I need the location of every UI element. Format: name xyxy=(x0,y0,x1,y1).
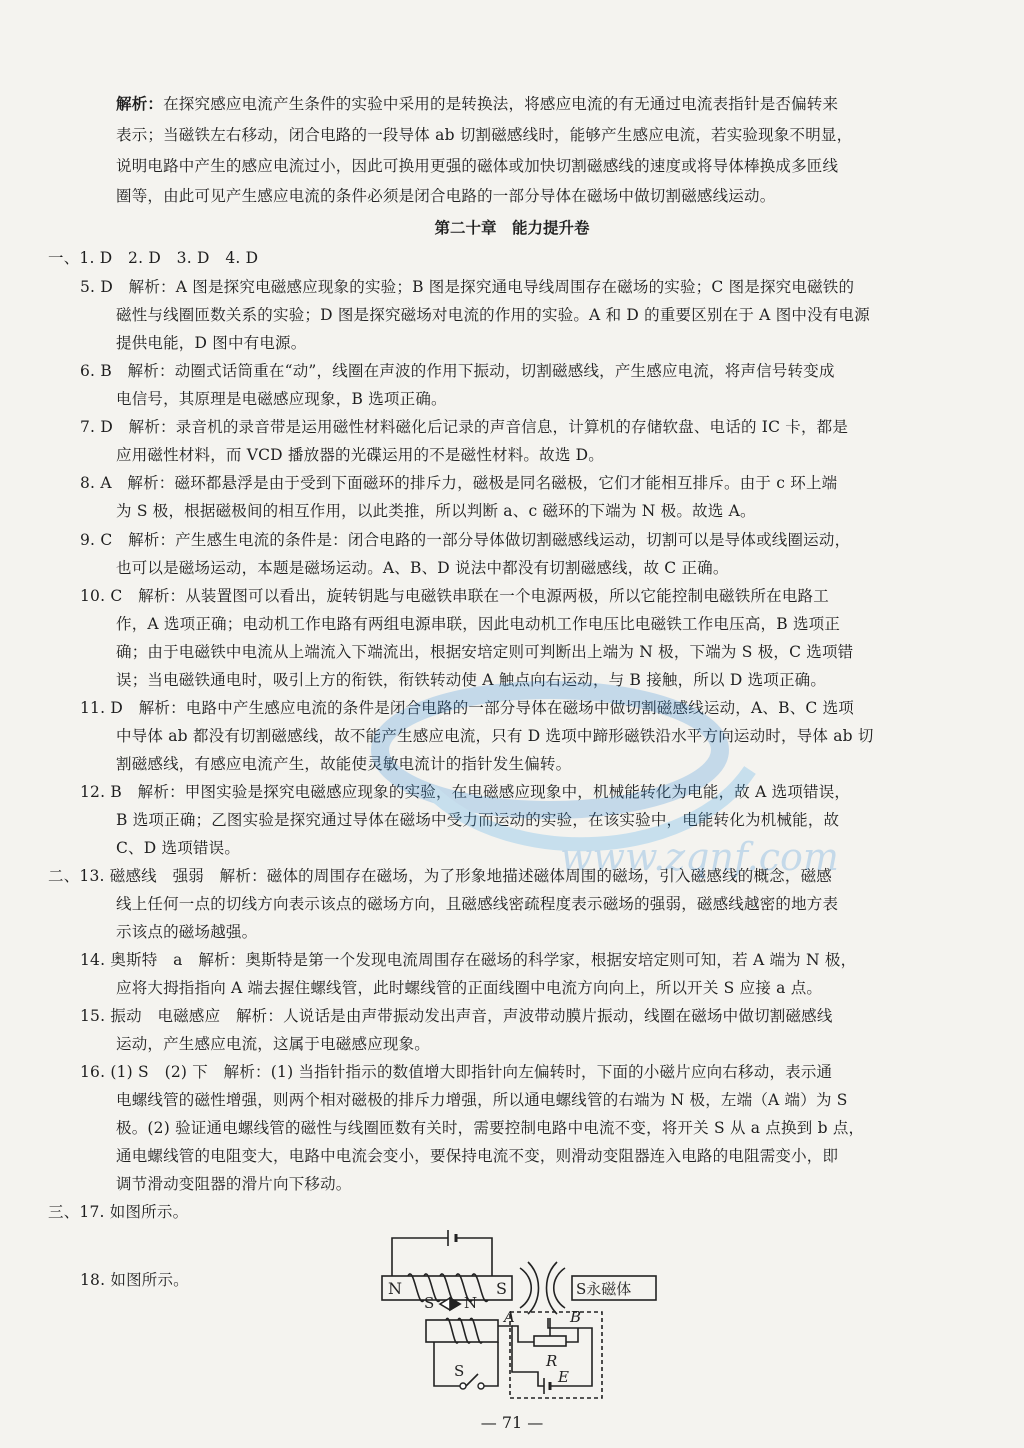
answer-line: 15. 振动 电磁感应 解析：人说话是由声带振动发出声音，声波带动膜片振动，线圈在磁场中做切割磁感线 xyxy=(80,1007,833,1025)
answer-line: 5. D 解析：A 图是探究电磁感应现象的实验；B 图是探究通电导线周围存在磁场的实验；C 图是探究电磁铁的 xyxy=(80,278,855,296)
answer-line: 中导体 ab 都没有切割磁感线，故不能产生感应电流，只有 D 选项中蹄形磁铁沿水平方向运动时，导体 ab 切 xyxy=(116,727,874,745)
fig18-compass-s: S xyxy=(424,1294,435,1312)
answer-line: 提供电能，D 图中有电源。 xyxy=(116,334,307,352)
answer-line: 电螺线管的磁性增强，则两个相对磁极的排斥力增强，所以通电螺线管的右端为 N 极，左端（A 端）为 S xyxy=(116,1091,848,1109)
answer-line: 12. B 解析：甲图实验是探究电磁感应现象的实验，在电磁感应现象中，机械能转化为电能，故 A 选项错误， xyxy=(80,783,851,801)
page-number: — 71 — xyxy=(480,1413,544,1432)
answer-line: 通电螺线管的电阻变大，电路中电流会变小，要保持电流不变，则滑动变阻器连入电路的电阻需变小，即 xyxy=(116,1147,839,1165)
fig17-label-a: A xyxy=(504,1308,515,1324)
answer-line: 10. C 解析：从装置图可以看出，旋转钥匙与电磁铁串联在一个电源两极，所以它能控制电磁铁所在电路工 xyxy=(80,587,829,605)
watermark-url: www.zqnf.com xyxy=(560,835,839,879)
fig17-label-b: B xyxy=(570,1308,582,1324)
answer-line: 为 S 极，根据磁极间的相互作用，以此类推，所以判断 a、c 磁环的下端为 N 极。故选 A。 xyxy=(116,502,756,520)
chapter-title: 第二十章 能力提升卷 xyxy=(434,218,590,237)
answer-line: 确；由于电磁铁中电流从上端流入下端流出，根据安培定则可判断出上端为 N 极，下端为 S 极，C 选项错 xyxy=(116,643,854,661)
answer-line: 14. 奥斯特 a 解析：奥斯特是第一个发现电流周围存在磁场的科学家，根据安培定则可知，若 A 端为 N 极， xyxy=(80,951,857,969)
answer-line: 误；当电磁铁通电时，吸引上方的衔铁，衔铁转动使 A 触点向右运动，与 B 接触，所以 D 选项正确。 xyxy=(116,671,827,689)
answer-line: 二、13. 磁感线 强弱 解析：磁体的周围存在磁场，为了形象地描述磁体周围的磁场，引入磁感线的概念，磁感 xyxy=(48,867,832,885)
answer-line: 电信号，其原理是电磁感应现象，B 选项正确。 xyxy=(116,390,447,408)
fig17-left-pole: N xyxy=(388,1279,402,1298)
fig18-compass-n: N xyxy=(464,1294,478,1312)
answer-line: B 选项正确；乙图实验是探究通过导体在磁场中受力而运动的实验，在该实验中，电能转化为机械能，故 xyxy=(116,811,840,829)
answer-line: 示该点的磁场越强。 xyxy=(116,923,258,941)
intro-line-2: 表示；当磁铁左右移动，闭合电路的一段导体 ab 切割磁感线时，能够产生感应电流，若实验现象不明显， xyxy=(116,126,853,144)
fig18-source-label: E xyxy=(558,1368,569,1386)
intro-label: 解析： xyxy=(116,94,164,113)
answer-line: 7. D 解析：录音机的录音带是运用磁性材料磁化后记录的声音信息，计算机的存储软盘、电话的 IC 卡，都是 xyxy=(80,418,849,436)
answer-line: 割磁感线，有感应电流产生，故能使灵敏电流计的指针发生偏转。 xyxy=(116,755,572,773)
answer-line: C、D 选项错误。 xyxy=(116,839,241,857)
fig18-resistor-label: R xyxy=(546,1352,558,1370)
answer-line: 8. A 解析：磁环都悬浮是由于受到下面磁环的排斥力，磁极是同名磁极，它们才能相互排斥。由于 c 环上端 xyxy=(80,474,838,492)
answer-line: 16. (1) S (2) 下 解析：(1) 当指针指示的数值增大即指针向左偏转时，下面的小磁片应向右移动，表示通 xyxy=(80,1063,833,1081)
intro-line-4: 圈等，由此可见产生感应电流的条件必须是闭合电路的一部分导体在磁场中做切割磁感线运动。 xyxy=(116,187,776,205)
fig18-switch-label: S xyxy=(454,1362,465,1380)
intro-line-1: 解析：在探究感应电流产生条件的实验中采用的是转换法，将感应电流的有无通过电流表指针是否偏转来 xyxy=(116,94,839,113)
answer-line: 6. B 解析：动圈式话筒重在“动”，线圈在声波的作用下振动，切割磁感线，产生感应电流，将声信号转变成 xyxy=(80,362,835,380)
section1-head: 一、1. D 2. D 3. D 4. D xyxy=(48,249,259,267)
fig17-magnet-label: S永磁体 xyxy=(576,1280,632,1298)
answer-line: 作，A 选项正确；电动机工作电路有两组电源串联，因此电动机工作电压比电磁铁工作电压高，B 选项正 xyxy=(116,615,841,633)
answer-line: 线上任何一点的切线方向表示该点的磁场方向，且磁感线密疏程度表示磁场的强弱，磁感线越密的地方表 xyxy=(116,895,839,913)
answer-line: 9. C 解析：产生感生电流的条件是：闭合电路的一部分导体做切割磁感线运动，切割可以是导体或线圈运动， xyxy=(80,531,851,549)
circuit-figure-18 xyxy=(418,1292,608,1404)
answer-line: 磁性与线圈匝数关系的实验；D 图是探究磁场对电流的作用的实验。A 和 D 的重要区别在于 A 图中没有电源 xyxy=(116,306,870,324)
answer-line: 也可以是磁场运动，本题是磁场运动。A、B、D 说法中都没有切割磁感线，故 C 正确。 xyxy=(116,559,729,577)
q17-label: 三、17. 如图所示。 xyxy=(48,1203,189,1221)
answer-line: 极。(2) 验证通电螺线管的磁性与线圈匝数有关时，需要控制电路中电流不变，将开关 S 从 a 点换到 b 点， xyxy=(116,1119,865,1137)
answer-line: 应用磁性材料，而 VCD 播放器的光碟运用的不是磁性材料。故选 D。 xyxy=(116,446,604,464)
answer-line: 11. D 解析：电路中产生感应电流的条件是闭合电路的一部分导体在磁场中做切割磁感线运动，A、B、C 选项 xyxy=(80,699,854,717)
answer-line: 运动，产生感应电流，这属于电磁感应现象。 xyxy=(116,1035,431,1053)
q18-label: 18. 如图所示。 xyxy=(80,1271,189,1289)
fig17-right-pole: S xyxy=(496,1279,507,1298)
intro-line-3: 说明电路中产生的感应电流过小，因此可换用更强的磁体或加快切割磁感线的速度或将导体棒换成多匝线 xyxy=(116,157,839,175)
answer-line: 应将大拇指指向 A 端去握住螺线管，此时螺线管的正面线圈中电流方向向上，所以开关 S 应接 a 点。 xyxy=(116,979,823,997)
answer-line: 调节滑动变阻器的滑片向下移动。 xyxy=(116,1175,352,1193)
